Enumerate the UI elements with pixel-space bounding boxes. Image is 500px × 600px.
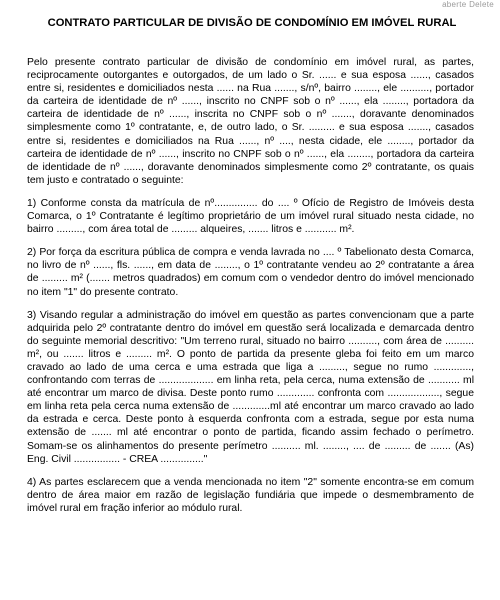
header-tab-fragment: aberte Delete (442, 0, 494, 9)
document-title: CONTRATO PARTICULAR DE DIVISÃO DE CONDOMÍNIO EM IMÓVEL RURAL (47, 17, 457, 29)
paragraph-clause-2: 2) Por força da escritura pública de compra e venda lavrada no .... º Tabelionato desta Comarca, no livro de nº ......, fls. ......, em data de ........, o 1º contratante vendeu ao 2º contratante a área de ......... m² (....... metros quadrados) em comum com o vendedor dentro do imóvel mencionado no item "1" do presente contrato. (27, 247, 474, 298)
paragraph-parties: Pelo presente contrato particular de divisão de condomínio em imóvel rural, as partes, reciprocamente outorgantes e outorgados, de um lado o Sr. ...... e sua esposa ......, casados entre si, residentes e domiciliados nesta ...... na Rua ......., s/nº, bairro ........, ele .........., portador da carteira de identidade de nº ......, inscrito no CNPF sob o nº ......, ela ........, portadora da carteira de identidade de nº ......, inscrita no CNPF sob o nº ......., doravante denominados simplesmente como 1º contratante, e, de outro lado, o Sr. ......... e sua esposa ......., casados entre si, residentes e domiciliados na Rua ......, nº ...., nesta cidade, ele ........, portador da carteira de identidade de nº ......, inscrito no CNPF sob o nº ......, ela ........, portadora da carteira de identidade de nº ......, doravante denominados simplesmente como 2º contratante, os quais tem justo e contratado o seguinte: (27, 57, 474, 186)
paragraph-clause-4: 4) As partes esclarecem que a venda mencionada no item "2" somente encontra-se em comum dentro de área maior em razão de legislação fundiária que impede o desmembramento de imóvel rural em fração inferior ao módulo rural. (27, 476, 474, 514)
paragraph-clause-1: 1) Conforme consta da matrícula de nº............... do .... º Ofício de Registro de Imóveis desta Comarca, o 1º Contratante é legítimo proprietário de um imóvel rural situado nesta cidade, no bairro ........., com área total de ......... alqueires, ....... litros e ........... m². (27, 197, 474, 236)
paragraph-clause-3: 3) Visando regular a administração do imóvel em questão as partes convencionam que a parte adquirida pelo 2º contratante dentro do imóvel em questão será localizada e demarcada dentro do seguinte memorial descritivo: "Um terreno rural, situado no bairro .........., com área de .......... m², ou ....... litros e ......... m². O ponto de partida da presente gleba foi feito em um marco cravado ao lado de uma cerca e uma estrada que liga a ........., segue no rumo ............., confrontando com terras de ................... em linha reta, pela cerca, numa extensão de ........... ml até encontrar um marco de divisa. Deste ponto rumo ............. confronta com .................., segue em linha reta pela cerca numa extensão de .............ml até encontrar um marco cravado ao lado da estrada e cerca. Deste ponto à esquerda confronta com a estrada, segue por esta numa extensão de ....... ml até encontrar o ponto de partida, ficando assim fechado o perímetro. Somam-se os alinhamentos do presente perímetro .......... ml. ........, .... de ......... de ....... (As) Eng. Civil ................ - CREA ..............." (27, 309, 474, 465)
document-body (27, 56, 474, 525)
